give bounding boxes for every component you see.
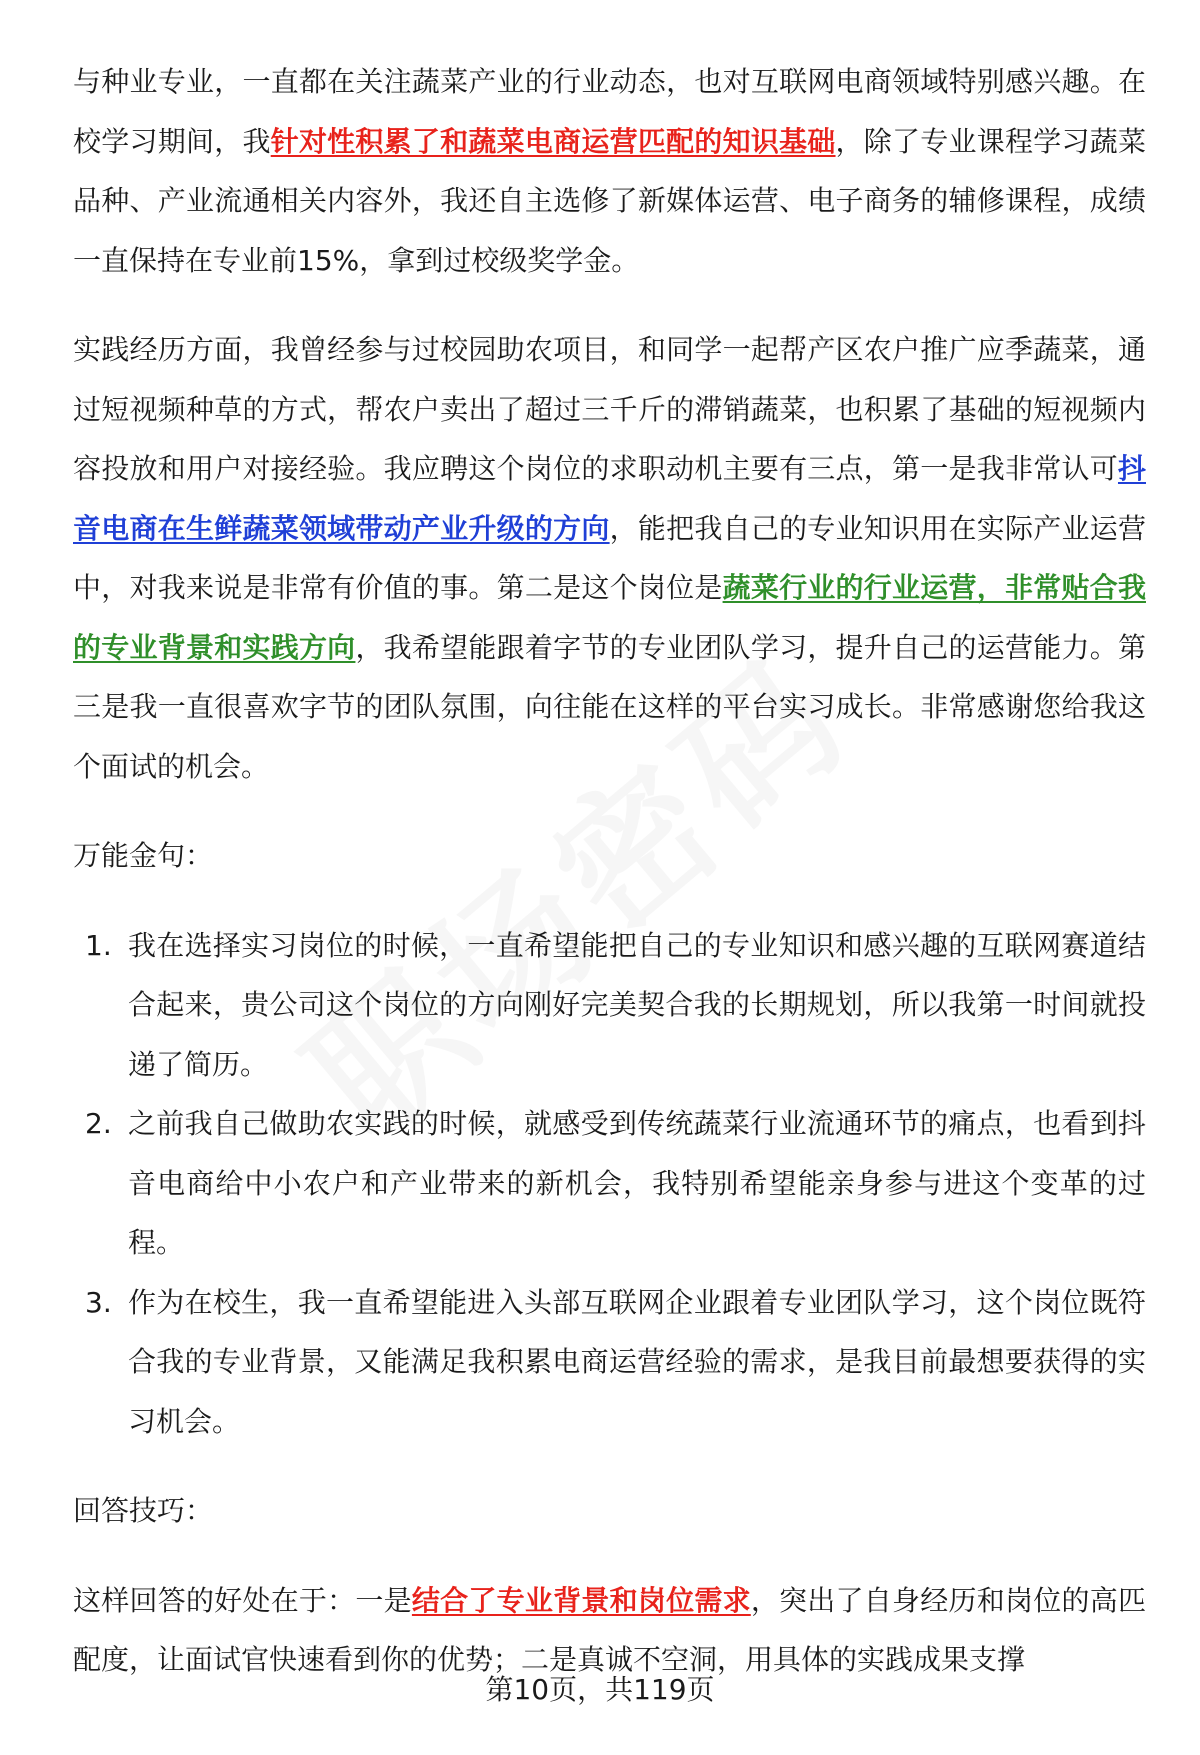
list-item-text: 我在选择实习岗位的时候，一直希望能把自己的专业知识和感兴趣的互联网赛道结合起来，贵公司这个岗位的方向刚好完美契合我的长期规划，所以我第一时间就投递了简历。 <box>128 928 1146 1081</box>
paragraph-text: 实践经历方面，我曾经参与过校园助农项目，和同学一起帮产区农户推广应季蔬菜，通过短视频种草的方式，帮农户卖出了超过三千斤的滞销蔬菜，也积累了基础的短视频内容投放和用户对接经验。我应聘这个岗位的求职动机主要有三点，第一是我非常认可 <box>73 333 1146 485</box>
list-number: 3. <box>85 1285 112 1319</box>
paragraph-education <box>73 52 1146 290</box>
paragraph-text: ，能把我自己的专业知识用在实际产业运营中，对我来说是非常有价值的事。第二是这个岗位是 <box>73 511 1146 604</box>
paragraph-text: ，我希望能跟着字节的专业团队学习，提升自己的运营能力。第三是我一直很喜欢字节的团队氛围，向往能在这样的平台实习成长。非常感谢您给我这个面试的机会。 <box>73 630 1146 783</box>
list-number: 2. <box>85 1107 112 1140</box>
list-item-text: 作为在校生，我一直希望能进入头部互联网企业跟着专业团队学习，这个岗位既符合我的专业背景，又能满足我积累电商运营经验的需求，是我目前最想要获得的实习机会。 <box>128 1285 1146 1438</box>
list-item <box>73 1094 1146 1273</box>
section-heading-tips: 回答技巧： <box>73 1494 214 1527</box>
golden-sentence-list <box>73 916 1146 1452</box>
section-heading-golden: 万能金句： <box>73 839 214 872</box>
paragraph-text: ，除了专业课程学习蔬菜品种、产业流通相关内容外，我还自主选修了新媒体运营、电子商务的辅修课程，成绩一直保持在专业前15%，拿到过校级奖学金。 <box>73 124 1146 277</box>
list-item-text: 之前我自己做助农实践的时候，就感受到传统蔬菜行业流通环节的痛点，也看到抖音电商给中小农户和产业带来的新机会，我特别希望能亲身参与进这个变革的过程。 <box>128 1107 1146 1259</box>
paragraph-practice <box>73 320 1146 796</box>
highlight-green: 蔬菜行业的行业运营，非常贴合我的专业背景和实践方向 <box>73 571 1146 664</box>
paragraph-text: 与种业专业，一直都在关注蔬菜产业的行业动态，也对互联网电商领域特别感兴趣。在校学习期间，我 <box>73 65 1146 158</box>
highlight-red: 结合了专业背景和岗位需求 <box>411 1583 751 1617</box>
list-item <box>73 1273 1146 1452</box>
list-item <box>73 916 1146 1095</box>
highlight-blue: 抖音电商在生鲜蔬菜领域带动产业升级的方向 <box>73 452 1146 545</box>
paragraph-text: 这样回答的好处在于：一是 <box>73 1583 412 1617</box>
highlight-red: 针对性积累了和蔬菜电商运营匹配的知识基础 <box>270 124 836 158</box>
paragraph-text: ，突出了自身经历和岗位的高匹配度，让面试官快速看到你的优势；二是真诚不空洞，用具体的实践成果支撑 <box>73 1583 1146 1676</box>
list-number: 1. <box>85 928 112 962</box>
document-body <box>73 52 1146 1690</box>
page-number-footer: 第10页，共119页 <box>485 1673 715 1706</box>
